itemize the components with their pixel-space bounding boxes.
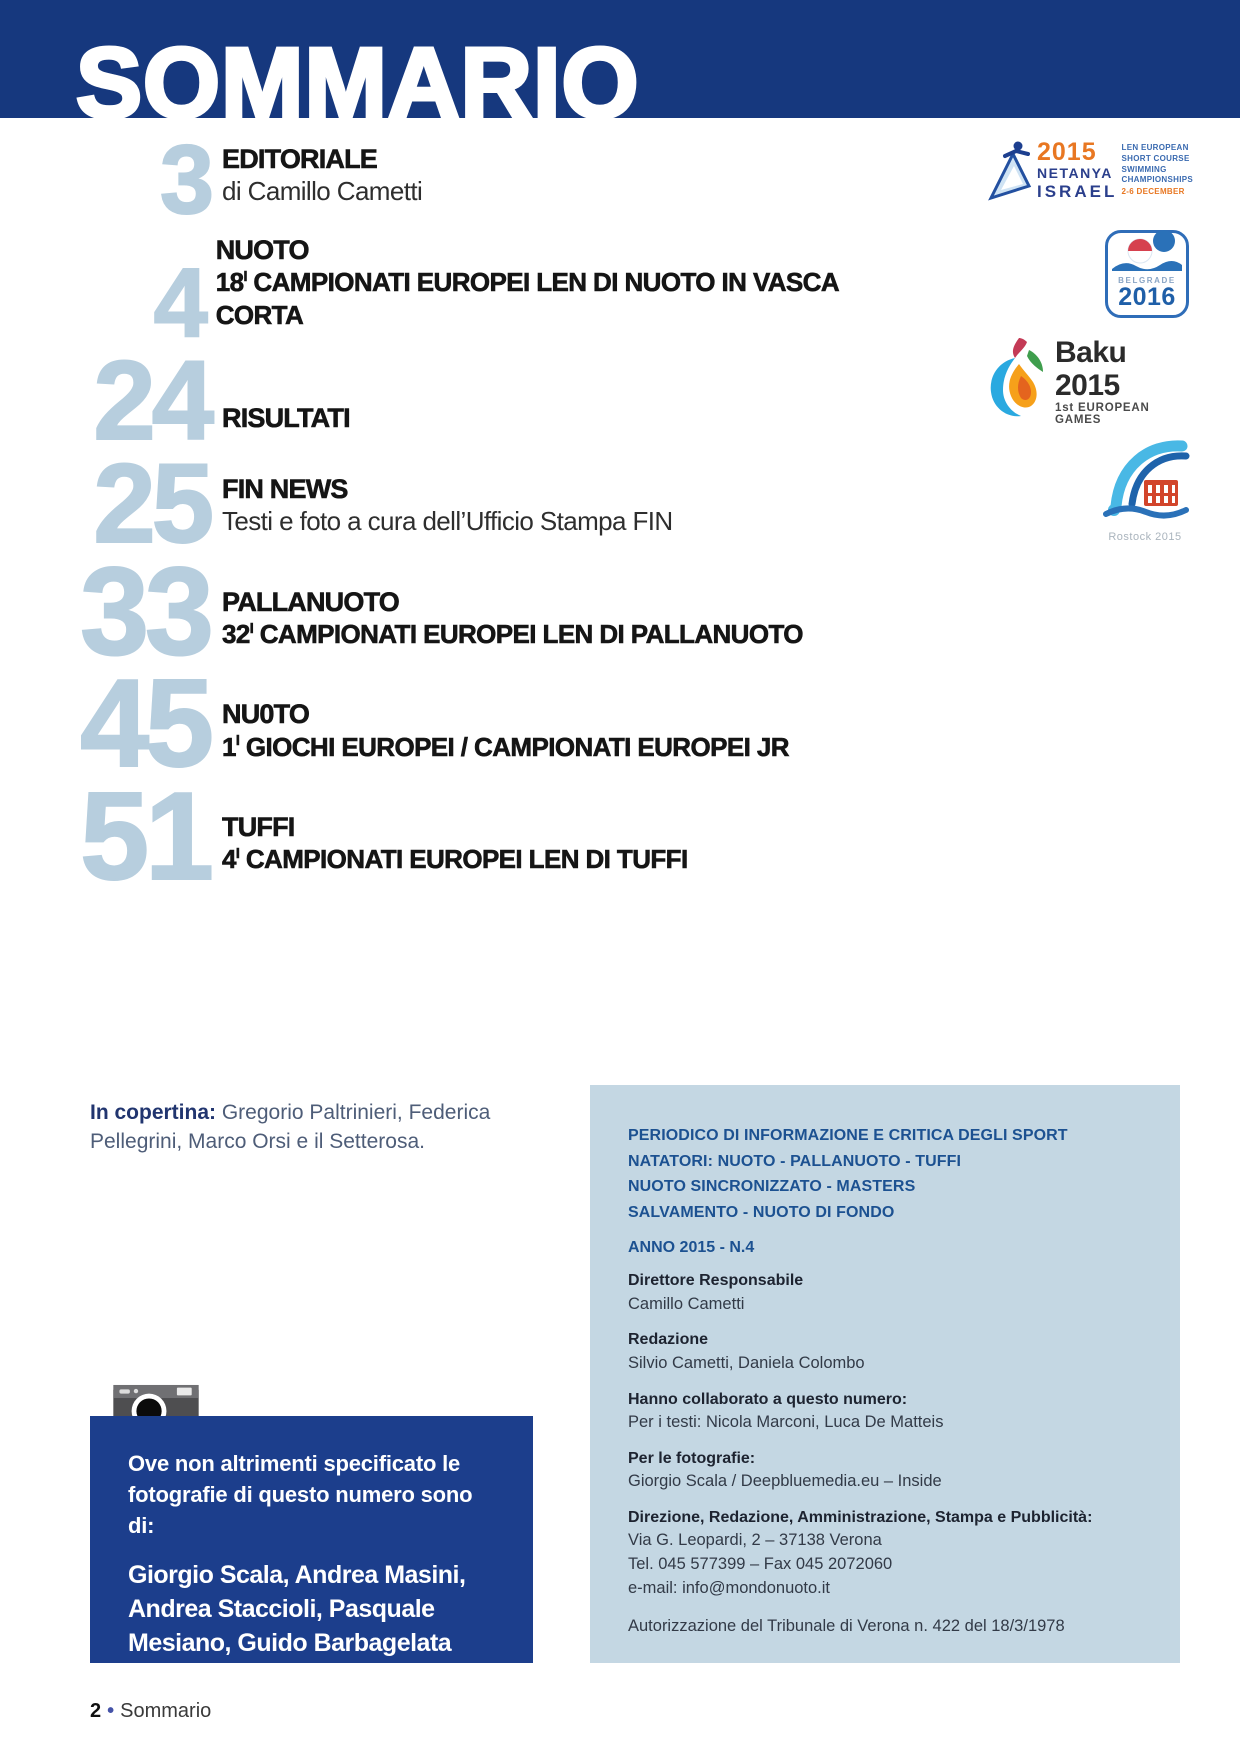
toc-page-number: 4 <box>153 248 204 358</box>
credits-names: Giorgio Scala, Andrea Masini, Andrea Staccioli, Pasquale Mesiano, Guido Barbagelata /Deepbluemedia.eu-Inside.com <box>128 1560 481 1691</box>
imprint-label: Direzione, Redazione, Amministrazione, Stampa e Pubblicità: <box>628 1508 1093 1526</box>
toc-page-number: 24 <box>93 338 210 464</box>
netanya-city: NETANYA <box>1037 165 1113 181</box>
flame-icon <box>985 336 1049 427</box>
toc-entry-title: FIN NEWS <box>222 473 348 504</box>
toc-entry-title: NU0TO <box>222 699 310 730</box>
waterpolo-player-icon <box>1112 229 1182 276</box>
imprint-value: Giorgio Scala / Deepbluemedia.eu – Inside <box>628 1471 942 1490</box>
footer-label: Sommario <box>120 1700 212 1722</box>
toc-entry-title: TUFFI <box>222 812 295 843</box>
toc-entry <box>78 655 898 794</box>
toc-page-number: 45 <box>80 655 210 794</box>
logo-rostock-2015 <box>1099 440 1191 543</box>
page-footer <box>90 1700 211 1723</box>
netanya-country: ISRAEL <box>1037 181 1118 201</box>
netanya-year: 2015 <box>1037 138 1097 166</box>
toc-entry-title: RISULTATI <box>222 403 350 434</box>
masthead-line: NUOTO SINCRONIZZATO - MASTERS <box>628 1178 916 1196</box>
toc-entry-subtitle: $18^I$ CAMPIONATI EUROPEI LEN DI NUOTO IN VASCA CORTA <box>215 267 839 330</box>
imprint-section <box>628 1269 1150 1316</box>
footer-page-number: 2 <box>90 1700 102 1722</box>
imprint-label: Hanno collaborato a questo numero: <box>628 1390 908 1408</box>
footer-separator: • <box>107 1700 115 1722</box>
imprint-section <box>628 1506 1150 1601</box>
toc-page-number: 3 <box>160 125 210 234</box>
page-title: SOMMARIO <box>76 27 640 118</box>
logo-netanya-2015 <box>985 140 1193 212</box>
toc-entry <box>78 542 898 681</box>
imprint-value: Per i testi: Nicola Marconi, Luca De Matteis <box>628 1412 944 1431</box>
cover-label: In copertina: <box>90 1101 217 1124</box>
toc-entry-title: PALLANUOTO <box>222 586 399 617</box>
toc-entry <box>78 441 898 567</box>
masthead-line: SALVAMENTO - NUOTO DI FONDO <box>628 1203 895 1221</box>
baku-title: Baku 2015 <box>1055 336 1127 402</box>
cover-note <box>90 1098 510 1157</box>
toc-entry <box>78 768 898 907</box>
baku-subtitle: 1st EUROPEAN GAMES <box>1055 402 1150 426</box>
netanya-line: SWIMMING <box>1121 164 1167 174</box>
imprint-value: Silvio Cametti, Daniela Colombo <box>628 1353 865 1372</box>
belgrade-year: 2016 <box>1118 283 1176 311</box>
toc-entry <box>78 338 898 464</box>
imprint-value: Camillo Cametti <box>628 1294 745 1313</box>
imprint-label: Direttore Responsabile <box>628 1272 804 1290</box>
imprint-panel <box>590 1085 1180 1663</box>
toc-entry-subtitle: Testi e foto a cura dell’Ufficio Stampa FIN <box>222 506 673 537</box>
toc-entry-title: NUOTO <box>215 234 309 265</box>
imprint-section <box>628 1388 1150 1435</box>
imprint-section <box>628 1328 1150 1375</box>
netanya-line: LEN EUROPEAN <box>1121 143 1189 152</box>
toc-page-number: 33 <box>80 542 210 681</box>
toc-entry-title: EDITORIALE <box>222 143 378 174</box>
toc-page-number: 25 <box>93 441 210 567</box>
masthead-line: PERIODICO DI INFORMAZIONE E CRITICA DEGLI SPORT <box>628 1127 1068 1144</box>
authorization-note: Autorizzazione del Tribunale di Verona n. 422 del 18/3/1978 <box>628 1616 1065 1635</box>
imprint-section <box>628 1447 1150 1494</box>
logo-belgrade-2016 <box>1105 230 1189 318</box>
toc-entry-subtitle: $4^I$ CAMPIONATI EUROPEI LEN DI TUFFI <box>222 844 688 875</box>
credits-intro: Ove non altrimenti specificato le fotografie di questo numero sono di: <box>128 1451 473 1539</box>
toc-entry-subtitle: di Camillo Cametti <box>222 176 423 207</box>
netanya-line: SHORT COURSE <box>1121 153 1190 163</box>
netanya-dates: 2-6 DECEMBER <box>1121 187 1185 197</box>
table-of-contents <box>78 125 898 907</box>
netanya-line: CHAMPIONSHIPS <box>1121 175 1193 185</box>
imprint-address: Via G. Leopardi, 2 – 37138 Verona <box>628 1531 882 1549</box>
header-banner <box>0 0 1240 118</box>
logo-baku-2015 <box>985 338 1193 424</box>
toc-entry <box>78 125 898 234</box>
diving-swimmer-icon <box>985 140 1033 211</box>
belgrade-city: BELGRADE <box>1118 276 1176 285</box>
imprint-email: e-mail: info@mondonuoto.it <box>628 1578 831 1597</box>
rostock-caption: Rostock 2015 <box>1108 531 1182 543</box>
imprint-phone: Tel. 045 577399 – Fax 045 2072060 <box>628 1554 893 1573</box>
toc-page-number: 51 <box>80 768 210 907</box>
issue-number: ANNO 2015 - N.4 <box>628 1239 755 1257</box>
imprint-label: Per le fotografie: <box>628 1449 756 1467</box>
masthead <box>628 1123 1150 1225</box>
toc-entry <box>78 234 898 358</box>
toc-entry-subtitle: $32^I$ CAMPIONATI EUROPEI LEN DI PALLANUOTO <box>222 618 803 649</box>
photo-credits-box <box>90 1416 533 1691</box>
imprint-label: Redazione <box>628 1331 709 1349</box>
diver-arch-icon <box>1100 509 1190 526</box>
toc-entry-subtitle: $1^I$ GIOCHI EUROPEI / CAMPIONATI EUROPEI JR <box>222 731 789 762</box>
cover-text: Gregorio Paltrinieri, Federica Pellegrini, Marco Orsi e il Setterosa. <box>90 1101 491 1154</box>
event-logos <box>985 140 1193 543</box>
masthead-line: NATATORI: NUOTO - PALLANUOTO - TUFFI <box>628 1152 962 1170</box>
